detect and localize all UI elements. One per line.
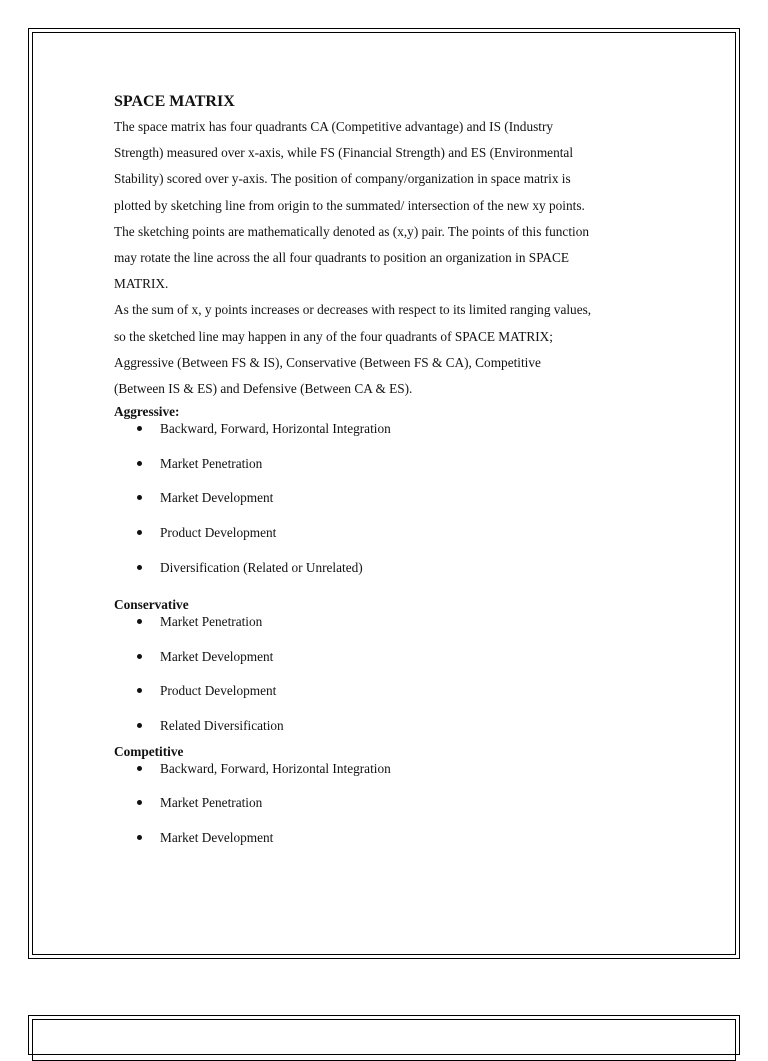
bullet-icon [137,654,142,659]
bullet-icon [137,688,142,693]
list-item [114,829,664,864]
bullet-list [114,420,664,593]
list-item-text: Market Development [160,490,274,506]
document-title: SPACE MATRIX [114,93,235,110]
list-item-text: Market Penetration [160,795,263,811]
paragraph-line: MATRIX. [114,276,169,292]
bullet-icon [137,766,142,771]
section-heading: Competitive [114,743,184,759]
paragraph-line: Stability) scored over y-axis. The position of company/organization in space matrix is [114,171,571,187]
list-item [114,613,664,648]
document-content [114,90,664,863]
bullet-icon [137,723,142,728]
list-item [114,420,664,455]
list-item-text: Market Development [160,829,274,845]
bullet-icon [137,619,142,624]
paragraph-line: plotted by sketching line from origin to the summated/ intersection of the new xy points. [114,197,585,213]
bullet-list [114,760,664,864]
list-item [114,648,664,683]
list-item-text: Backward, Forward, Horizontal Integration [160,421,391,437]
bullet-list [114,613,664,751]
list-item-text: Product Development [160,683,277,699]
bullet-icon [137,565,142,570]
list-item-text: Product Development [160,525,277,541]
paragraph-line: so the sketched line may happen in any of the four quadrants of SPACE MATRIX; [114,328,553,344]
list-item [114,559,664,594]
paragraph-line: Aggressive (Between FS & IS), Conservative (Between FS & CA), Competitive [114,354,541,370]
bullet-icon [137,426,142,431]
next-page-border [28,1015,740,1055]
paragraph-line: As the sum of x, y points increases or decreases with respect to its limited ranging values, [114,302,592,318]
list-item-text: Diversification (Related or Unrelated) [160,559,363,575]
list-item [114,682,664,717]
section-heading: Aggressive: [114,404,180,420]
list-item-text: Market Penetration [160,455,263,471]
paragraph-line: The space matrix has four quadrants CA (Competitive advantage) and IS (Industry [114,119,554,134]
bullet-icon [137,835,142,840]
list-item [114,717,664,752]
paragraph-line: may rotate the line across the all four quadrants to position an organization in SPACE [114,250,569,266]
bullet-icon [137,800,142,805]
list-item-text: Market Penetration [160,614,263,630]
paragraph-line: (Between IS & ES) and Defensive (Between CA & ES). [114,381,413,397]
list-item [114,760,664,795]
list-item [114,524,664,559]
section-conservative [114,597,664,751]
section-competitive [114,744,664,864]
bullet-icon [137,461,142,466]
list-item-text: Related Diversification [160,717,284,733]
paragraph-line: The sketching points are mathematically denoted as (x,y) pair. The points of this function [114,223,589,239]
list-item-text: Backward, Forward, Horizontal Integration [160,760,391,776]
section-aggressive [114,404,664,593]
bullet-icon [137,530,142,535]
list-item [114,794,664,829]
list-item-text: Market Development [160,648,274,664]
bullet-icon [137,495,142,500]
section-heading: Conservative [114,597,189,613]
list-item [114,455,664,490]
paragraph-line: Strength) measured over x-axis, while FS (Financial Strength) and ES (Environmental [114,145,574,161]
next-page-border-inner [32,1019,736,1061]
list-item [114,489,664,524]
intro-paragraph [114,114,664,402]
